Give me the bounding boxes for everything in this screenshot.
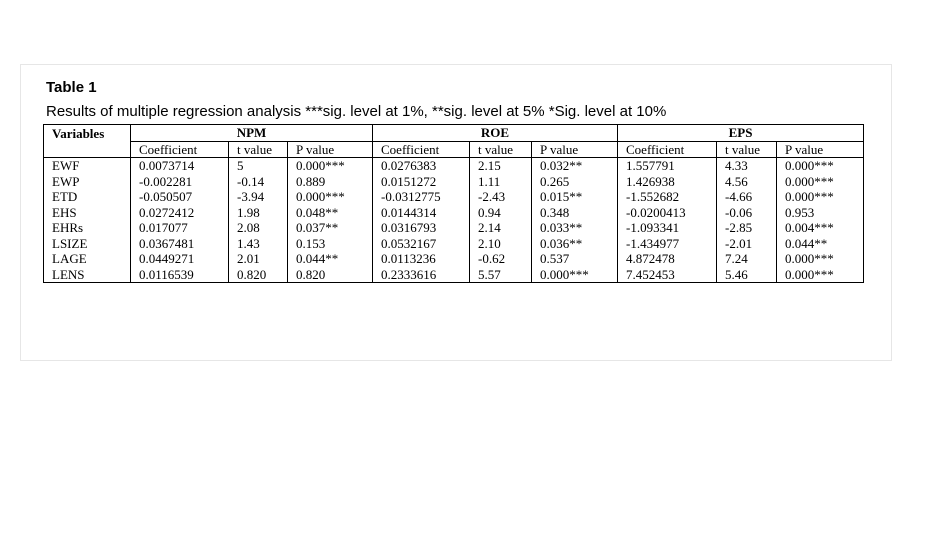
table-cell: 0.044** [777,236,864,252]
table-cell: 0.0316793 [373,220,470,236]
table-cell: 0.820 [288,267,373,283]
table-cell: -1.552682 [618,189,717,205]
table-cell: 2.15 [470,158,532,174]
subheader-row [44,141,864,158]
table-cell: 1.11 [470,174,532,190]
table-cell: 4.33 [717,158,777,174]
table-cell: 2.08 [229,220,288,236]
table-cell: 0.0367481 [131,236,229,252]
table-cell: 0.015** [532,189,618,205]
table-cell: 0.348 [532,205,618,221]
table-row [44,174,864,190]
table-cell: -4.66 [717,189,777,205]
table-cell: 0.032** [532,158,618,174]
table-cell: -0.06 [717,205,777,221]
table-cell: 0.0532167 [373,236,470,252]
variable-name: EWF [44,158,131,174]
table-cell: 1.557791 [618,158,717,174]
variable-name: LENS [44,267,131,283]
table-cell: 0.048** [288,205,373,221]
variable-name: ETD [44,189,131,205]
table-cell: -0.050507 [131,189,229,205]
table-cell: -1.093341 [618,220,717,236]
group-header-row [44,125,864,142]
empty-cell [44,141,131,158]
table-row [44,220,864,236]
table-cell: 0.000*** [777,251,864,267]
table-cell: 0.820 [229,267,288,283]
subheader-cell: P value [288,141,373,158]
group-header-npm: NPM [131,125,373,142]
subheader-cell: P value [777,141,864,158]
table-cell: -0.62 [470,251,532,267]
table-row [44,267,864,283]
table-title: Table 1 [46,79,97,96]
table-cell: 0.036** [532,236,618,252]
table-row [44,189,864,205]
table-row [44,205,864,221]
subheader-cell: Coefficient [618,141,717,158]
table-cell: 1.98 [229,205,288,221]
table-cell: 0.000*** [532,267,618,283]
table-cell: 0.000*** [288,158,373,174]
table-cell: 0.033** [532,220,618,236]
table-cell: -3.94 [229,189,288,205]
table-cell: 0.953 [777,205,864,221]
table-cell: -2.43 [470,189,532,205]
table-cell: 0.0276383 [373,158,470,174]
subheader-cell: Coefficient [373,141,470,158]
variable-name: EHRs [44,220,131,236]
table-cell: 0.000*** [777,174,864,190]
table-cell: 7.452453 [618,267,717,283]
table-cell: 0.889 [288,174,373,190]
variable-name: EWP [44,174,131,190]
table-cell: 0.044** [288,251,373,267]
table-cell: 0.0151272 [373,174,470,190]
table-cell: 0.000*** [777,158,864,174]
table-row [44,236,864,252]
table-caption: Results of multiple regression analysis ***sig. level at 1%, **sig. level at 5% *Sig. level at 10% [46,103,667,120]
table-cell: -1.434977 [618,236,717,252]
variables-header: Variables [44,125,131,142]
table-cell: -0.0312775 [373,189,470,205]
table-cell: 2.01 [229,251,288,267]
table-cell: -0.002281 [131,174,229,190]
table-cell: -0.0200413 [618,205,717,221]
table-cell: 0.037** [288,220,373,236]
table-cell: 2.10 [470,236,532,252]
subheader-cell: t value [470,141,532,158]
table-cell: 0.0272412 [131,205,229,221]
subheader-cell: Coefficient [131,141,229,158]
table-cell: 0.94 [470,205,532,221]
table-cell: 0.000*** [777,267,864,283]
table-cell: 5.46 [717,267,777,283]
table-cell: 0.0144314 [373,205,470,221]
table-cell: 0.265 [532,174,618,190]
table-cell: 5.57 [470,267,532,283]
table-cell: 4.56 [717,174,777,190]
table-cell: 0.0449271 [131,251,229,267]
table-cell: 7.24 [717,251,777,267]
subheader-cell: t value [717,141,777,158]
group-header-roe: ROE [373,125,618,142]
table-cell: 0.537 [532,251,618,267]
table-cell: 1.426938 [618,174,717,190]
table-cell: 4.872478 [618,251,717,267]
table-cell: 2.14 [470,220,532,236]
table-cell: -0.14 [229,174,288,190]
table-cell: 0.000*** [288,189,373,205]
table-cell: -2.85 [717,220,777,236]
table-cell: 0.017077 [131,220,229,236]
variable-name: EHS [44,205,131,221]
table-cell: 1.43 [229,236,288,252]
variable-name: LAGE [44,251,131,267]
table-cell: 0.0116539 [131,267,229,283]
subheader-cell: t value [229,141,288,158]
table-cell: 0.0073714 [131,158,229,174]
group-header-eps: EPS [618,125,864,142]
table-row [44,251,864,267]
table-cell: 0.000*** [777,189,864,205]
table-row [44,158,864,174]
variable-name: LSIZE [44,236,131,252]
regression-table [43,124,864,283]
table-cell: 0.153 [288,236,373,252]
table-cell: 0.004*** [777,220,864,236]
subheader-cell: P value [532,141,618,158]
table-cell: -2.01 [717,236,777,252]
table-cell: 0.2333616 [373,267,470,283]
table-cell: 5 [229,158,288,174]
table-cell: 0.0113236 [373,251,470,267]
